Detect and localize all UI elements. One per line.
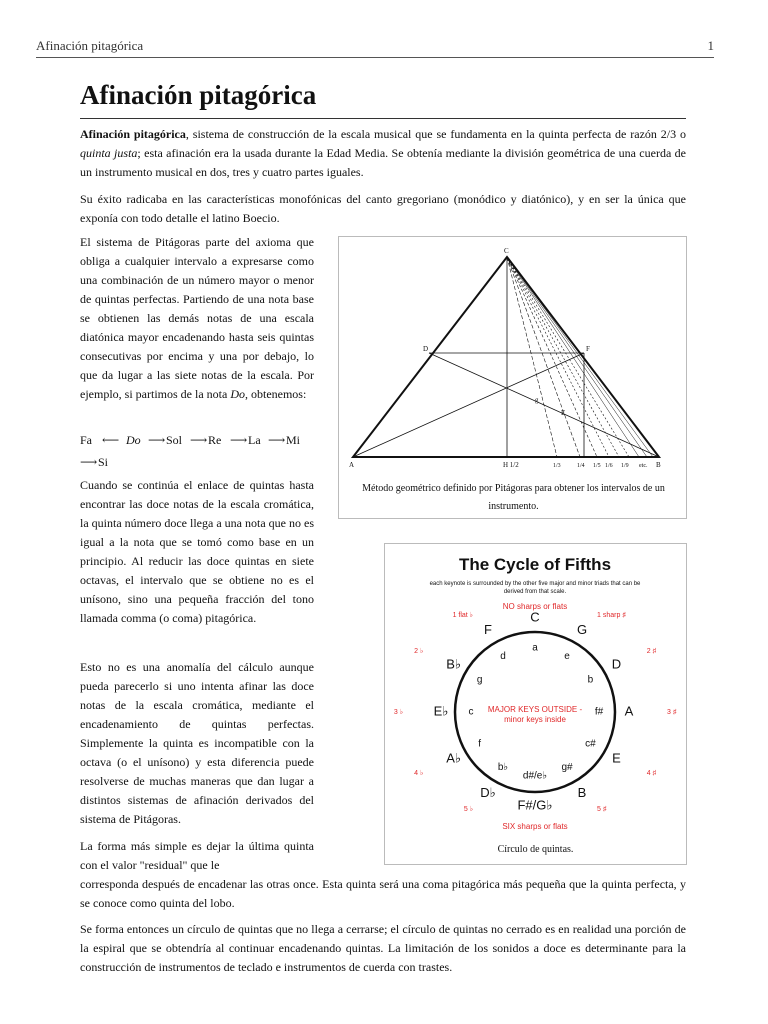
wolf-paragraph-start: La forma más simple es dejar la última quinta con el valor "residual" que le	[80, 839, 314, 872]
label-fifth: 1/5	[593, 463, 601, 469]
label-b: B	[656, 461, 661, 469]
accidental-label: 2 ♯	[646, 647, 657, 655]
minor-key-label: g	[476, 674, 483, 686]
label-e: E	[561, 409, 566, 417]
label-ninth: 1/9	[621, 463, 629, 469]
label-a: A	[349, 461, 355, 469]
cycle-of-fifths-figure	[384, 543, 687, 865]
intro-text-a: , sistema de construcción de la escala musical que se fundamenta en la quinta perfecta de razón 2/3 o	[185, 127, 686, 141]
history-paragraph: Su éxito radicaba en las características monofónicas del canto gregoriano (monódico y diatónico), y en ser la única que exponía con todo detalle el latino Boecio.	[80, 192, 686, 225]
system-paragraph	[80, 233, 314, 404]
note-re: Re	[208, 433, 222, 447]
major-key-label: E	[612, 750, 621, 766]
minor-key-label: a	[532, 642, 538, 654]
accidental-label: 5 ♭	[463, 805, 473, 813]
arrow-right-icon: ⟶	[80, 455, 98, 469]
major-key-label: B	[577, 784, 587, 800]
intro-paragraph	[80, 125, 686, 182]
major-key-label: D	[611, 656, 622, 672]
quinta-justa-term: quinta justa	[80, 146, 138, 160]
note-la: La	[248, 433, 261, 447]
do-note-term: Do	[230, 387, 245, 401]
major-key-label: F	[484, 622, 492, 638]
label-quarter: 1/4	[577, 463, 585, 469]
major-key-label: F#/G♭	[517, 797, 553, 813]
center-line-2: minor keys inside	[504, 715, 566, 724]
system-text-a: El sistema de Pitágoras parte del axioma que obliga a cualquier intervalo a expresarse como una combinación de un número mayor o menor de quintas perfectas. Partiendo de una nota base se obtienen las demás notas de una escala diatónica mayor encadenando hasta seis quintas consecutivas por encima y una por debajo, lo que da lugar a las siete notas de la escala. Por ejemplo, si partimos de la nota	[80, 235, 314, 401]
label-f: F	[586, 345, 590, 353]
accidental-label: 4 ♯	[646, 769, 657, 777]
minor-key-label: e	[564, 651, 570, 663]
minor-key-label: b♭	[497, 762, 509, 774]
accidental-label: 3 ♯	[667, 708, 677, 716]
label-c: C	[504, 247, 509, 255]
chromatic-paragraph: Cuando se continúa el enlace de quintas hasta encontrar las doce notas de la escala cromática, la quinta número doce llega a una nota que no es igual a la nota que se tomó como base en un principio. Al reducir las doce quintas en siete octavas, el intervalo que se obtiene no es el unísono, sino una pequeña fracción del tono llamada comma (o coma) pitagórica.	[80, 478, 314, 625]
title-divider	[80, 118, 686, 119]
major-key-label: A	[624, 703, 634, 719]
arrow-right-icon: ⟶	[268, 433, 286, 447]
note-fa: Fa	[80, 433, 92, 447]
major-key-label: E♭	[433, 703, 449, 719]
arrow-right-icon: ⟶	[230, 433, 248, 447]
note-mi: Mi	[286, 433, 301, 447]
term-bold: Afinación pitagórica	[80, 127, 186, 141]
cycle-subtitle-2: derived from that scale.	[503, 589, 567, 595]
page-title: Afinación pitagórica	[80, 80, 317, 110]
label-etc: etc.	[639, 463, 648, 469]
label-third: 1/3	[553, 463, 561, 469]
accidental-label: 3 ♭	[393, 708, 403, 716]
figure2-caption: Círculo de quintas.	[497, 844, 574, 855]
cycle-subtitle-1: each keynote is surrounded by the other five major and minor triads that can be	[429, 581, 641, 587]
minor-key-label: f	[478, 738, 481, 750]
minor-key-label: f#	[594, 706, 604, 718]
cycle-diagram	[385, 544, 686, 844]
minor-key-label: c	[468, 706, 474, 718]
top-note: NO sharps or flats	[502, 602, 568, 611]
page-number: 1	[707, 38, 714, 53]
accidental-label: 4 ♭	[414, 769, 424, 777]
accidental-label: 1 sharp ♯	[597, 611, 626, 619]
cycle-title: The Cycle of Fifths	[458, 555, 612, 574]
note-si: Si	[98, 455, 109, 469]
label-sixth: 1/6	[605, 463, 613, 469]
arrow-left-icon: ⟵	[102, 433, 120, 447]
major-key-label: G	[576, 622, 588, 638]
minor-key-label: d#/e♭	[522, 770, 548, 782]
accidental-label: 2 ♭	[414, 647, 424, 655]
accidental-label: 1 flat ♭	[452, 611, 473, 619]
note-sol: Sol	[166, 433, 183, 447]
wolf-paragraph-end: corresponda después de encadenar las otras once. Esta quinta será una coma pitagórica más pequeña que la quinta perfecta, y se conoce como quinta del lobo.	[80, 877, 686, 910]
note-do: Do	[126, 433, 141, 447]
arrow-right-icon: ⟶	[148, 433, 166, 447]
minor-key-label: b	[587, 674, 594, 686]
spiral-paragraph: Se forma entonces un círculo de quintas que no llega a cerrarse; el círculo de quintas no cerrado es en realidad una porción de la espiral que se obtendría al continuar encadenando quintas. La limitación de los sonidos a doce es determinante para la construcción de instrumentos de teclado e instrumentos de cuerda con trastes.	[80, 922, 686, 974]
major-key-label: A♭	[446, 750, 462, 766]
major-key-label: C	[530, 609, 540, 625]
label-g: g	[535, 396, 539, 404]
running-header	[36, 38, 714, 58]
system-text-b: , obtenemos:	[244, 387, 307, 401]
pythagoras-figure	[338, 236, 687, 519]
arrow-right-icon: ⟶	[190, 433, 208, 447]
accidental-label: 5 ♯	[597, 805, 607, 813]
bottom-note: SIX sharps or flats	[502, 822, 568, 831]
minor-key-label: d	[500, 651, 506, 663]
intro-text-b: ; esta afinación era la usada durante la Edad Media. Se obtenía mediante la división geométrica de una cuerda de un instrumento musical en dos, tres y cuatro partes iguales.	[80, 146, 686, 179]
label-d: D	[423, 345, 429, 353]
major-key-label: B♭	[446, 656, 462, 672]
figure1-caption: Método geométrico definido por Pitágoras para obtener los intervalos de un instrumento.	[362, 483, 665, 512]
anomaly-paragraph: Esto no es una anomalía del cálculo aunque pueda parecerlo si uno intenta afinar las doce notas de la escala cromática, mediante el encadenamiento de quintas perfectas. Simplemente la quinta es incompatible con la octava (o el unísono) y esta diferencia puede resolverse de muchas maneras que dan lugar a distintos sistemas de afinación derivados del sistema de Pitágoras.	[80, 660, 314, 826]
major-key-label: D♭	[480, 784, 496, 800]
minor-key-label: g#	[561, 762, 573, 774]
triangle-diagram	[339, 237, 686, 477]
center-line-1: MAJOR KEYS OUTSIDE -	[487, 705, 583, 714]
label-h: H 1/2	[503, 461, 519, 469]
running-title: Afinación pitagórica	[36, 38, 144, 53]
minor-key-label: c#	[585, 738, 596, 750]
